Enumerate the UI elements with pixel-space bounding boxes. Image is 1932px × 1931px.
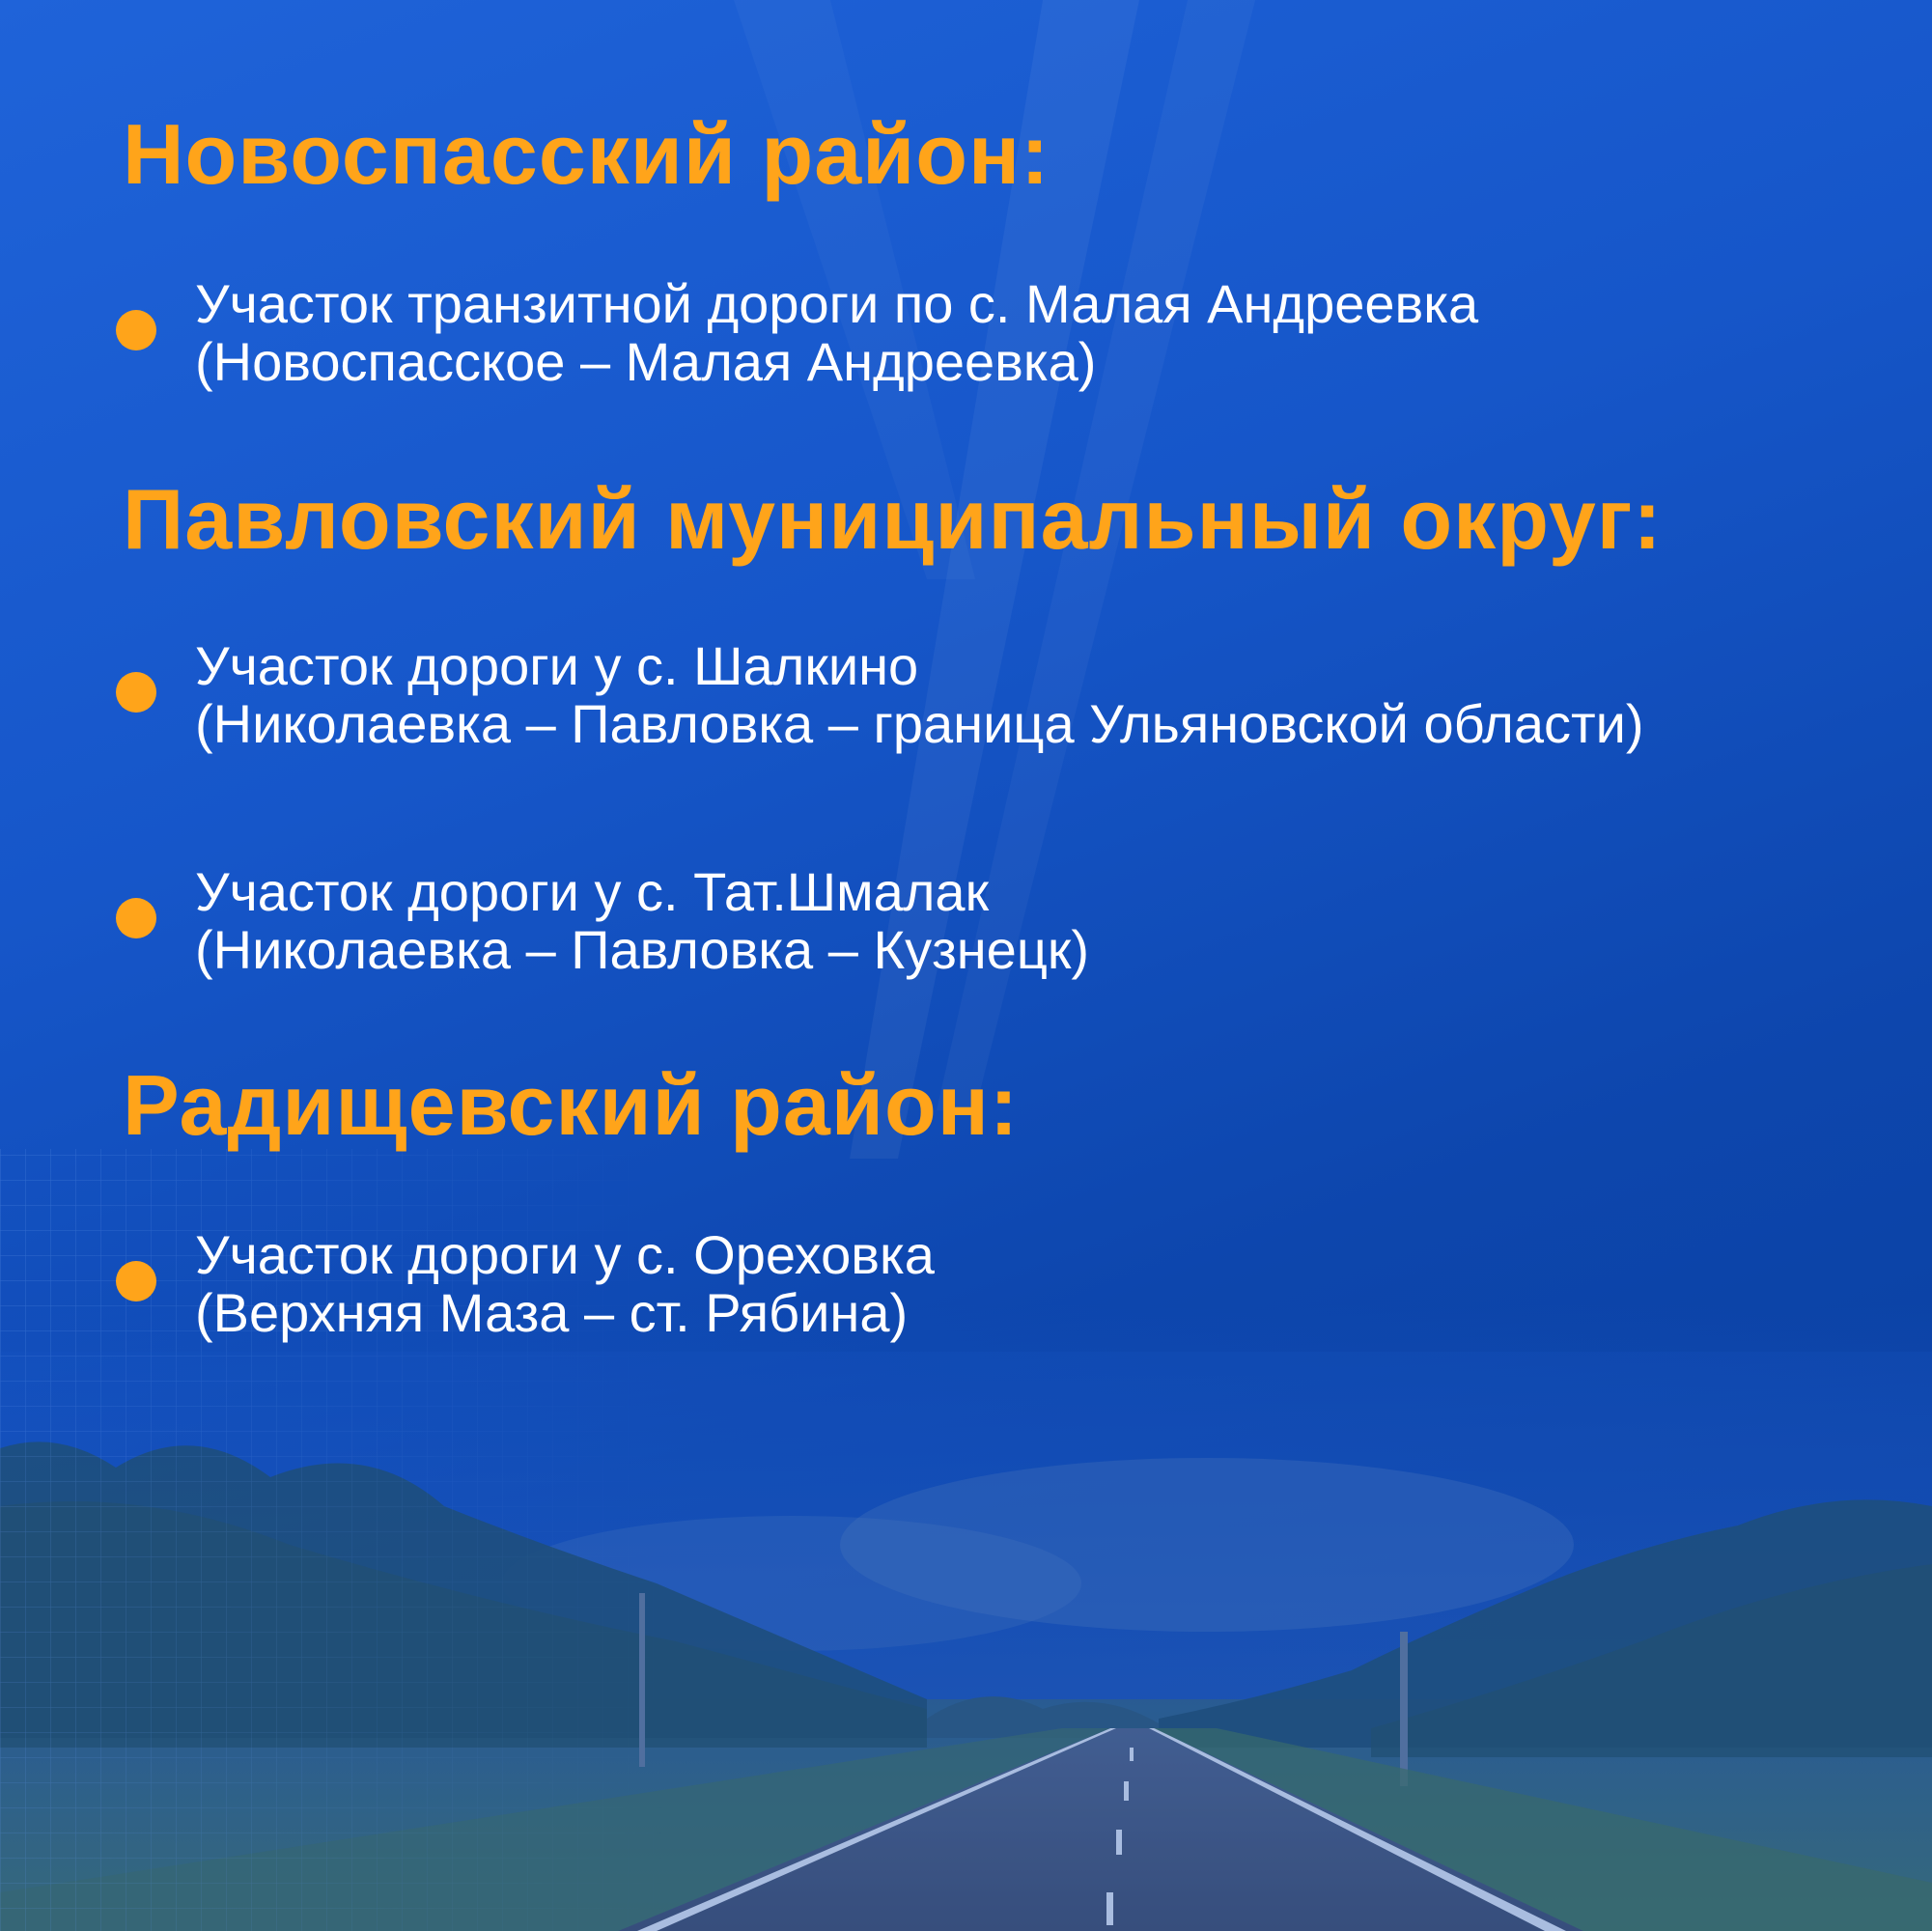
- item-route: (Николаевка – Павловка – Кузнецк): [195, 919, 1090, 980]
- bullet-icon: [116, 898, 156, 938]
- item-title: Участок дороги у с. Ореховка: [195, 1224, 935, 1285]
- item-title: Участок дороги у с. Тат.Шмалак: [195, 861, 990, 922]
- heading-pavlovsky: Павловский муниципальный округ:: [123, 471, 1663, 567]
- item-route: (Новоспасское – Малая Андреевка): [195, 331, 1097, 392]
- heading-novospassky: Новоспасский район:: [123, 106, 1050, 202]
- item-route: (Николаевка – Павловка – граница Ульяновской области): [195, 693, 1644, 754]
- item-title: Участок транзитной дороги по с. Малая Андреевка: [195, 273, 1479, 334]
- bullet-icon: [116, 672, 156, 713]
- bullet-icon: [116, 1261, 156, 1301]
- item-title: Участок дороги у с. Шалкино: [195, 635, 919, 696]
- heading-radishchevsky: Радищевский район:: [123, 1057, 1020, 1153]
- item-route: (Верхняя Маза – ст. Рябина): [195, 1282, 909, 1343]
- bullet-icon: [116, 310, 156, 350]
